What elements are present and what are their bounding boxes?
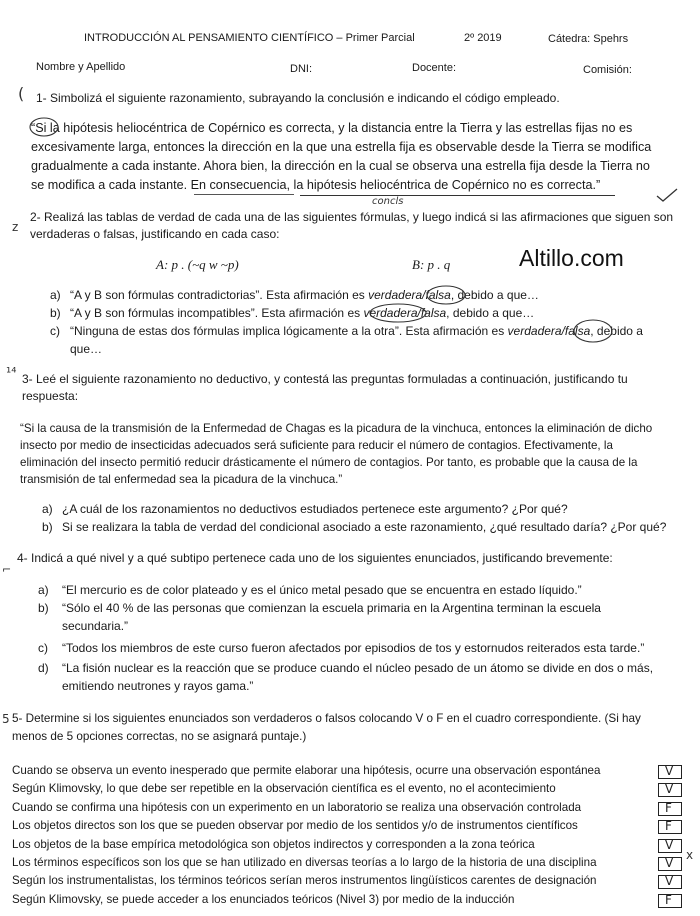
chair-name: Cátedra: Spehrs (548, 33, 629, 45)
q4-item-b-letter: b) (38, 601, 49, 615)
circle-si (28, 116, 60, 138)
commission-label: Comisión: (583, 64, 632, 76)
q3-line-3: eliminación del insecto permitió reducir drásticamente el número de contagios. Por tanto, es probable que la causa de la (20, 456, 638, 469)
conclusion-underline-2 (194, 194, 294, 195)
q4-item-d-1: “La fisión nuclear es la reacción que se produce cuando el núcleo pesado de un átomo se divide en dos o más, (62, 661, 654, 675)
q2-prompt-2: verdaderas o falsas, justificando en cada caso: (30, 227, 280, 241)
vf-answer: V (665, 874, 674, 889)
vf-answer: F (665, 819, 672, 834)
q2-item-c-pre: “Ninguna de estas dos fórmulas implica lógicamente a la otra”. Esta afirmación es (70, 324, 508, 338)
q3-prompt-2: respuesta: (22, 389, 79, 403)
vf-statement: Los objetos de la base empírica metodológica son objetos indirectos y corresponden a la zona teórica (12, 837, 535, 851)
q4-item-d-letter: d) (38, 661, 49, 675)
circle-verdadera-b (368, 302, 428, 324)
circle-falsa-c (572, 318, 614, 344)
q1-line-2: excesivamente larga, entonces la dirección en la que una estrella fija es observable desde la Tierra se modifica (31, 140, 652, 154)
vf-answer: V (665, 782, 674, 797)
vf-statement: Los términos específicos son los que se han utilizado en diversas teorías a lo largo de la historia de una disciplina (12, 856, 597, 869)
margin-mark-q4: ⌐ (2, 563, 12, 576)
q2-item-b-letter: b) (50, 306, 61, 320)
q3-line-1: “Si la causa de la transmisión de la Enfermedad de Chagas es la picadura de la vinchuca, entonces la eliminación de dicho (20, 422, 653, 435)
q3-prompt-1: 3- Leé el siguiente razonamiento no deductivo, y contestá las preguntas formuladas a continuación, justificando tu (22, 372, 628, 386)
q1-line-3: gradualmente a cada instante. Ahora bien, la dirección en la cual se observa una estrella fija desde la Tierra no (31, 159, 650, 173)
q2-item-b-choice: verdadera/falsa (363, 306, 447, 320)
exam-term: 2º 2019 (464, 32, 502, 44)
side-mark: x (686, 848, 694, 862)
q2-item-a-post: , debido a que… (450, 288, 539, 302)
margin-mark-q5: 5 (2, 712, 10, 726)
q3-item-a: ¿A cuál de los razonamientos no deductivos estudiados pertenece este argumento? ¿Por qué? (62, 502, 568, 516)
q2-item-b (70, 306, 534, 320)
vf-answer: F (665, 800, 672, 815)
q3-line-4: transmisión de tal enfermedad sea la picadura de la vinchuca.” (20, 473, 343, 486)
q4-item-d-2: emitiendo neutrones y rayos gama.” (62, 679, 254, 693)
q2-item-b-pre: “A y B son fórmulas incompatibles”. Esta afirmación es (70, 306, 364, 320)
teacher-label: Docente: (412, 62, 457, 74)
q1-line-1: “Si la hipótesis heliocéntrica de Copérnico es correcta, y la distancia entre la Tierra y las estrellas fijas no es (31, 121, 633, 135)
check-mark (656, 188, 678, 202)
margin-mark-q1: ( (18, 84, 25, 103)
q5-prompt-1: 5- Determine si los siguientes enunciados son verdaderos o falsos colocando V o F en el cuadro correspondiente. (Si hay (12, 712, 641, 725)
formula-b: B: p . q (412, 257, 451, 272)
q2-item-c-post: , debido a (590, 324, 643, 338)
formula-a: A: p . (~q w ~p) (156, 257, 239, 272)
q4-item-b-2: secundaria.” (62, 619, 129, 633)
q2-item-c-cont: que… (70, 342, 103, 356)
vf-statement: Los objetos directos son los que se pueden observar por medio de los sentidos y/o de instrumentos científicos (12, 819, 578, 833)
handwritten-note: concls (372, 196, 404, 207)
q2-item-b-post: , debido a que… (446, 306, 535, 320)
q4-item-c-letter: c) (38, 641, 48, 655)
q4-item-b-1: “Sólo el 40 % de las personas que comienzan la escuela primaria en la Argentina terminan la escuela (62, 601, 601, 615)
q2-item-a-letter: a) (50, 288, 61, 302)
course-title: INTRODUCCIÓN AL PENSAMIENTO CIENTÍFICO – Primer Parcial (84, 32, 415, 44)
vf-answer: V (665, 837, 674, 852)
vf-statement: Según los instrumentalistas, los términos teóricos serían meros instrumentos lingüísticos carentes de designación (12, 874, 597, 888)
q2-item-c-letter: c) (50, 324, 60, 338)
q4-item-a: “El mercurio es de color plateado y es el único metal pesado que se encuentra en estado líquido.” (62, 583, 582, 597)
vf-answer: V (665, 764, 674, 778)
q1-line-4-text: se modifica a cada instante. En consecuencia, la hipótesis heliocéntrica de Copérnico no es correcta.” (31, 178, 601, 192)
watermark-logo: Altillo.com (519, 245, 624, 271)
vf-statement: Según Klimovsky, lo que debe ser repetible en la observación científica es el evento, no el acontecimiento (12, 782, 556, 796)
q2-prompt-1: 2- Realizá las tablas de verdad de cada una de las siguientes fórmulas, y luego indicá si las afirmaciones que siguen son (30, 210, 674, 224)
q2-item-c (70, 324, 643, 338)
q3-item-a-letter: a) (42, 502, 53, 516)
vf-answer: F (665, 892, 672, 907)
q3-item-b: Si se realizara la tabla de verdad del condicional asociado a este razonamiento, ¿qué resultado daría? ¿Por qué? (62, 520, 667, 534)
q4-prompt: 4- Indicá a qué nivel y a qué subtipo pertenece cada uno de los siguientes enunciados, justificando brevemente: (17, 551, 613, 565)
margin-mark-q2: z (12, 220, 19, 234)
q4-item-a-letter: a) (38, 583, 49, 597)
q2-item-c-choice: verdadera/falsa (507, 324, 591, 338)
q2-item-a-pre: “A y B son fórmulas contradictorias”. Esta afirmación es (70, 288, 369, 302)
q2-item-a (70, 288, 539, 302)
margin-mark-q3: ¹⁴ (6, 366, 17, 381)
vf-statement: Cuando se confirma una hipótesis con un experimento en un laboratorio se realiza una observación controlada (12, 800, 582, 814)
q1-prompt: 1- Simbolizá el siguiente razonamiento, subrayando la conclusión e indicando el código empleado. (36, 91, 560, 105)
dni-label: DNI: (290, 63, 312, 75)
q2-item-a-choice: verdadera/falsa (368, 288, 451, 302)
q4-item-c: “Todos los miembros de este curso fueron afectados por episodios de tos y estornudos reiterados esta tarde.” (62, 641, 645, 655)
conclusion-underline (300, 195, 615, 196)
name-label: Nombre y Apellido (36, 61, 126, 73)
vf-statement: Según Klimovsky, se puede acceder a los enunciados teóricos (Nivel 3) por medio de la inducción (12, 892, 515, 906)
q1-line-4 (31, 176, 600, 196)
q5-prompt-2: menos de 5 opciones correctas, no se asignará puntaje.) (12, 730, 307, 743)
q3-item-b-letter: b) (42, 520, 53, 534)
vf-statement: Cuando se observa un evento inesperado que permite elaborar una hipótesis, ocurre una observación espontánea (12, 764, 601, 777)
q3-line-2: insecto por medio de insecticidas adecuados será suficiente para reducir el número de contagios. Efectivamente, la (20, 439, 613, 452)
circle-falsa-a (425, 284, 467, 306)
vf-answer: V (665, 856, 674, 870)
